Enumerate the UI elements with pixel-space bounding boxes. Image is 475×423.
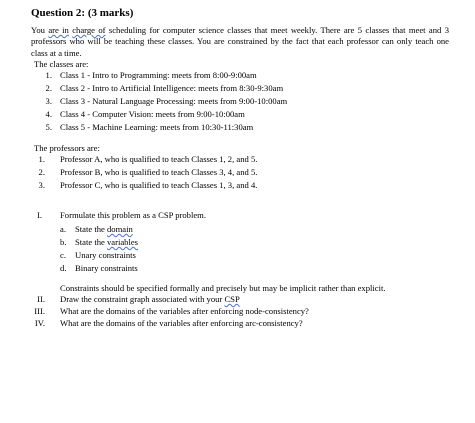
roman-numeral: I. xyxy=(36,210,42,220)
intro-text-start: You xyxy=(31,25,49,35)
roman-numeral: IV. xyxy=(34,318,45,328)
grammar-flag-charge-of[interactable]: charge of xyxy=(72,25,106,35)
spelling-flag-variables[interactable]: variables xyxy=(106,237,139,247)
sub-item-text: Unary constraints xyxy=(75,250,136,260)
sub-item-letter: a. xyxy=(60,224,66,234)
spelling-flag-domain[interactable]: domain xyxy=(106,224,133,234)
list-item-text: Class 2 - Intro to Artificial Intelligence: meets from 8:30-9:30am xyxy=(60,83,284,93)
sub-item-letter: d. xyxy=(60,263,67,273)
intro-paragraph xyxy=(31,25,449,59)
grammar-flag-are-in[interactable]: are in xyxy=(48,25,69,35)
part-4-text: What are the domains of the variables after enforcing arc-consistency? xyxy=(60,318,303,328)
roman-numeral: II. xyxy=(37,294,45,304)
list-number: 3. xyxy=(38,180,45,190)
list-item-text: Professor C, who is qualified to teach Classes 1, 3, and 4. xyxy=(60,180,258,190)
list-number: 1. xyxy=(38,154,45,164)
list-item-text: Professor B, who is qualified to teach Classes 3, 4, and 5. xyxy=(60,167,258,177)
sub-item-text: Binary constraints xyxy=(75,263,138,273)
sub-item-letter: b. xyxy=(60,237,67,247)
list-item-text: Class 3 - Natural Language Processing: meets from 9:00-10:00am xyxy=(60,96,288,106)
question-title: Question 2: (3 marks) xyxy=(31,7,134,19)
part-3-text: What are the domains of the variables after enforcing node-consistency? xyxy=(60,306,309,316)
intro-text-rest: scheduling for computer science classes that meet weekly. There are 5 classes that meet and 3 professors who will be teaching these classes. You are constrained by the fact that each professor can only teach one class at a time. xyxy=(31,25,449,58)
classes-label: The classes are: xyxy=(34,59,89,69)
sub-item-text: State the domain xyxy=(75,224,133,234)
list-number: 2. xyxy=(38,167,45,177)
roman-numeral: III. xyxy=(34,306,45,316)
list-number: 4. xyxy=(45,109,52,119)
sub-item-text: State the variables xyxy=(75,237,139,247)
list-item-text: Class 1 - Intro to Programming: meets from 8:00-9:00am xyxy=(60,70,257,80)
list-item-text: Professor A, who is qualified to teach Classes 1, 2, and 5. xyxy=(60,154,258,164)
part-1-text: Formulate this problem as a CSP problem. xyxy=(60,210,207,220)
list-number: 1. xyxy=(45,70,52,80)
list-number: 3. xyxy=(45,96,52,106)
list-number: 5. xyxy=(45,122,52,132)
spelling-flag-csp[interactable]: CSP xyxy=(224,294,240,304)
constraints-note: Constraints should be specified formally and precisely but may be implicit rather than explicit. xyxy=(60,283,386,293)
list-number: 2. xyxy=(45,83,52,93)
sub-item-letter: c. xyxy=(60,250,66,260)
list-item-text: Class 5 - Machine Learning: meets from 10:30-11:30am xyxy=(60,122,254,132)
list-item-text: Class 4 - Computer Vision: meets from 9:00-10:00am xyxy=(60,109,245,119)
part-2-text: Draw the constraint graph associated with your CSP xyxy=(60,294,240,304)
professors-label: The professors are: xyxy=(34,143,100,153)
